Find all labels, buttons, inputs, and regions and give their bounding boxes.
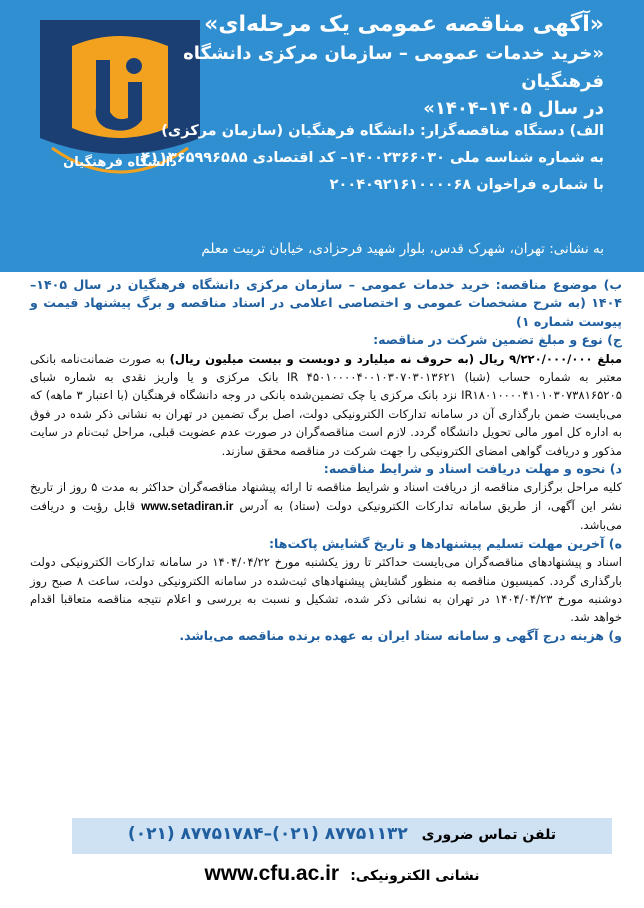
documents-tail: قابل رؤیت و دریافت می‌باشد. — [30, 498, 622, 533]
setad-link[interactable]: www.setadiran.ir — [141, 499, 234, 513]
notice-title — [174, 10, 604, 122]
section-subject-heading: ب) موضوع مناقصه: — [495, 277, 623, 292]
notice-body — [30, 276, 622, 645]
organizer-line: الف) دستگاه مناقصه‌گزار: دانشگاه فرهنگیان (سازمان مرکزی) — [161, 123, 604, 139]
section-guarantee-heading: ج) نوع و مبلغ تضمین شرکت در مناقصه: — [373, 332, 622, 348]
section-documents — [30, 460, 622, 535]
call-number-line: با شماره فراخوان ۲۰۰۴۰۹۲۱۶۱۰۰۰۰۶۸ — [329, 177, 604, 193]
section-deadline — [30, 535, 622, 627]
website-link[interactable]: www.cfu.ac.ir — [204, 862, 340, 885]
deadline-text: اسناد و پیشنهادهای مناقصه‌گران می‌بایست حداکثر تا روز یکشنبه مورخ ۱۴۰۴/۰۴/۲۲ در سامانه تدارکات الکترونیکی دولت بارگذاری گردد. کمیسیون مناقصه به منظور گشایش پیشنهادهای ثبت‌شده در سامانه الکترونیکی دولت، ساعت ۸ صبح روز دوشنبه مورخ ۱۴۰۴/۰۴/۲۳ در تهران به نشانی ذکر شده، تشکیل و نسبت به بررسی و اعلام نتیجه مناقصه متعاقبا اقدام خواهد شد. — [30, 555, 622, 625]
phone-label: تلفن تماس ضروری — [421, 827, 557, 843]
section-deadline-heading: ه) آخرین مهلت تسلیم پیشنهادها و تاریخ گشایش پاکت‌ها: — [269, 535, 622, 551]
organizer-info — [134, 118, 604, 199]
header-panel — [0, 0, 644, 272]
section-documents-heading: د) نحوه و مهلت دریافت اسناد و شرایط مناقصه: — [323, 461, 622, 477]
guarantee-amount: مبلغ ۹/۲۲۰/۰۰۰/۰۰۰ ریال (به حروف نه میلیارد و دویست و بیست میلیون ریال) — [169, 351, 622, 366]
contact-web-bar — [72, 858, 612, 892]
section-guarantee — [30, 331, 622, 460]
title-line-2: «خرید خدمات عمومی – سازمان مرکزی دانشگاه فرهنگیان — [183, 43, 604, 92]
phone-numbers[interactable]: ۸۷۷۵۱۱۳۲ (۰۲۱)–۸۷۷۵۱۷۸۴ (۰۲۱) — [127, 824, 408, 844]
guarantee-text: به صورت ضمانت‌نامه بانکی معتبر به شماره حساب (شبا) IR ۴۵۰۱۰۰۰۰۴۰۰۱۰۳۰۷۰۳۰۱۳۶۲۱ بانک مرکزی و یا واریز نقدی به شماره شبای IR۱۸۰۱۰۰۰۰۴۱۰۱۰۳۰۷۳۸۱۶۵۲۰۵ نزد بانک مرکزی یا چک تضمین‌شده بانکی در وجه دانشگاه فرهنگیان (با اعتبار ۳ ماهه) که می‌بایست ضمن بارگذاری آن در سامانه تدارکات الکترونیکی دولت، اصل برگ تضمین در تهران به نشانی ذکر شده در فوق به اداره کل امور مالی تحویل دانشگاه گردد. لازم است مناقصه‌گران در صورت عدم عضویت قبلی، مراحل ثبت‌نام در سایت مذکور و دریافت گواهی امضای الکترونیکی را جهت شرکت در مناقصه محقق سازند. — [30, 351, 622, 458]
cost-note: و) هزینه درج آگهی و سامانه ستاد ایران به عهده برنده مناقصه می‌باشد. — [179, 627, 622, 643]
logo-text: دانشگاه فرهنگیان — [63, 155, 177, 170]
organizer-address: به نشانی: تهران، شهرک قدس، بلوار شهید فرحزادی، خیابان تربیت معلم — [201, 241, 604, 257]
documents-text: کلیه مراحل برگزاری مناقصه از دریافت اسناد و شرایط مناقصه تا ارائه پیشنهاد مناقصه‌گران حداکثر به مدت ۵ روز از تاریخ نشر این آگهی، از طریق سامانه تدارکات الکترونیکی دولت (ستاد) به آدرس — [30, 480, 623, 513]
contact-phone-bar — [72, 818, 612, 854]
section-subject — [30, 276, 622, 331]
ids-line: به شماره شناسه ملی ۱۴۰۰۲۳۶۶۰۳۰– کد اقتصادی ۴۱۱۳۶۵۹۹۶۵۸۵ — [141, 150, 604, 166]
title-line-3: در سال ۱۴۰۵–۱۴۰۴» — [423, 98, 604, 119]
section-subject-text: خرید خدمات عمومی – سازمان مرکزی دانشگاه فرهنگیان در سال ۱۴۰۵–۱۴۰۴ (به شرح مشخصات عمومی و اختصاصی اعلامی در اسناد مناقصه و برگ پیشنهاد قیمت و پیوست شماره ۱) — [30, 277, 622, 329]
title-line-1: «آگهی مناقصه عمومی یک مرحله‌ای» — [204, 12, 604, 37]
web-label: نشانی الکترونیکی: — [350, 868, 480, 884]
